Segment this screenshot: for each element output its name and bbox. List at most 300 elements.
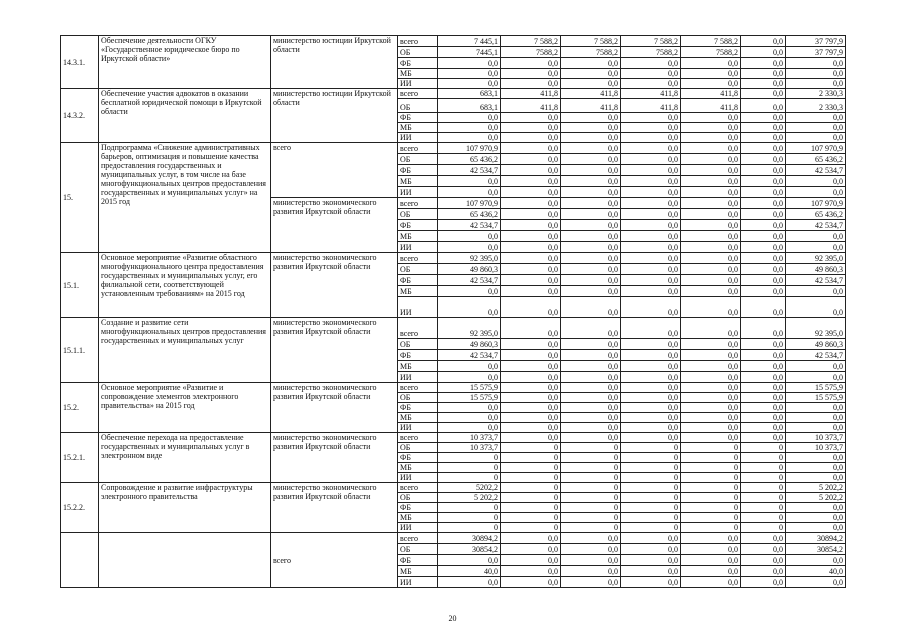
value-cell: 0,0 [621,403,681,413]
value-cell: 0 [501,513,561,523]
value-cell: 0,0 [621,297,681,318]
value-cell: 0,0 [438,423,501,433]
value-cell: 0,0 [786,231,846,242]
value-cell: 0,0 [741,423,786,433]
value-cell: 0,0 [561,544,621,555]
source-label: ОБ [398,264,438,275]
value-cell: 107 970,9 [786,143,846,154]
value-cell: 0,0 [621,413,681,423]
source-label: МБ [398,361,438,372]
source-label: всего [398,89,438,99]
value-cell: 0,0 [741,58,786,69]
row-description: Создание и развитие сети многофункциональных центров предоставления государственных и муниципальных услуг [99,318,271,383]
value-cell: 0 [741,463,786,473]
row-description: Сопровождение и развитие инфраструктуры электронного правительства [99,483,271,533]
source-label: ИИ [398,187,438,198]
value-cell: 0,0 [681,533,741,544]
value-cell: 0,0 [741,533,786,544]
value-cell: 0,0 [438,187,501,198]
page-number: 20 [448,614,457,623]
value-cell: 0,0 [561,165,621,176]
value-cell: 0 [438,513,501,523]
source-label: ИИ [398,423,438,433]
value-cell: 0,0 [786,503,846,513]
value-cell: 0 [681,443,741,453]
value-cell: 0,0 [438,123,501,133]
value-cell: 0,0 [561,403,621,413]
value-cell: 0 [501,473,561,483]
value-cell: 0,0 [438,555,501,566]
value-cell: 7588,2 [561,47,621,58]
value-cell: 49 860,3 [438,339,501,350]
row-description: Обеспечение участия адвокатов в оказании бесплатной юридической помощи в Иркутской области [99,89,271,143]
value-cell: 0,0 [501,58,561,69]
value-cell: 30854,2 [438,544,501,555]
value-cell: 15 575,9 [786,383,846,393]
value-cell: 0 [501,483,561,493]
value-cell: 0,0 [621,187,681,198]
value-cell: 0,0 [741,231,786,242]
value-cell: 0 [621,523,681,533]
value-cell: 0,0 [501,393,561,403]
source-label: ИИ [398,133,438,143]
value-cell: 0,0 [561,123,621,133]
value-cell: 0,0 [438,372,501,383]
value-cell: 0,0 [786,242,846,253]
value-cell: 0,0 [786,187,846,198]
value-cell: 0,0 [786,286,846,297]
value-cell: 0,0 [501,253,561,264]
value-cell: 0,0 [741,187,786,198]
value-cell: 0 [561,463,621,473]
value-cell: 0,0 [681,297,741,318]
value-cell: 0,0 [561,187,621,198]
source-label: ФБ [398,503,438,513]
value-cell: 0 [561,483,621,493]
value-cell: 0,0 [681,264,741,275]
table-row [61,383,846,393]
row-number: 15.1.1. [61,318,99,383]
source-label: ФБ [398,165,438,176]
row-executor: министерство экономического развития Иркутской области [271,383,398,433]
value-cell: 0,0 [501,383,561,393]
value-cell: 0,0 [741,297,786,318]
value-cell: 0,0 [561,413,621,423]
source-label: всего [398,253,438,264]
value-cell: 7445,1 [438,47,501,58]
value-cell: 5 202,2 [438,493,501,503]
value-cell: 0,0 [621,123,681,133]
value-cell: 0 [438,523,501,533]
value-cell: 0,0 [681,69,741,79]
value-cell: 0 [621,443,681,453]
table-row [61,483,846,493]
value-cell: 7588,2 [681,47,741,58]
value-cell: 0 [681,513,741,523]
value-cell: 0,0 [561,361,621,372]
value-cell: 0,0 [681,165,741,176]
value-cell: 0 [501,523,561,533]
value-cell: 411,8 [501,89,561,99]
value-cell: 0,0 [786,423,846,433]
value-cell: 0,0 [621,58,681,69]
value-cell: 0,0 [741,143,786,154]
value-cell: 0,0 [741,69,786,79]
value-cell: 0,0 [561,350,621,361]
value-cell: 0,0 [438,577,501,588]
value-cell: 0,0 [786,123,846,133]
table-row [61,253,846,264]
value-cell: 0,0 [621,198,681,209]
value-cell: 0,0 [561,264,621,275]
value-cell: 0,0 [621,143,681,154]
value-cell: 0,0 [786,555,846,566]
row-number: 15.2.2. [61,483,99,533]
value-cell: 0,0 [501,350,561,361]
value-cell: 0,0 [438,403,501,413]
value-cell: 0,0 [681,231,741,242]
value-cell: 0 [561,493,621,503]
value-cell: 0,0 [741,286,786,297]
value-cell: 0,0 [741,350,786,361]
value-cell: 0,0 [561,154,621,165]
value-cell: 0,0 [621,231,681,242]
value-cell: 0,0 [741,176,786,187]
value-cell: 42 534,7 [786,275,846,286]
value-cell: 0 [741,503,786,513]
value-cell: 42 534,7 [438,350,501,361]
value-cell: 0,0 [621,176,681,187]
value-cell: 0,0 [681,242,741,253]
value-cell: 0 [501,443,561,453]
value-cell: 0,0 [438,242,501,253]
value-cell: 0,0 [621,242,681,253]
value-cell: 0 [741,443,786,453]
value-cell: 0 [741,453,786,463]
source-label: ОБ [398,99,438,113]
source-label: всего [398,36,438,47]
value-cell: 0,0 [621,69,681,79]
value-cell: 0,0 [681,286,741,297]
value-cell: 0,0 [561,253,621,264]
row-executor: министерство юстиции Иркутской области [271,36,398,89]
value-cell: 0,0 [681,339,741,350]
value-cell: 0,0 [786,113,846,123]
value-cell: 0,0 [741,79,786,89]
source-label: МБ [398,413,438,423]
source-label: МБ [398,176,438,187]
value-cell: 40,0 [438,566,501,577]
value-cell: 0,0 [561,433,621,443]
row-executor: министерство экономического развития Иркутской области [271,483,398,533]
value-cell: 0,0 [786,361,846,372]
value-cell: 0,0 [501,566,561,577]
value-cell: 0,0 [786,176,846,187]
row-number: 15.2. [61,383,99,433]
value-cell: 0,0 [561,533,621,544]
row-number: 15. [61,143,99,253]
value-cell: 0 [561,513,621,523]
value-cell: 0,0 [621,339,681,350]
value-cell: 7 445,1 [438,36,501,47]
value-cell: 0,0 [681,350,741,361]
value-cell: 42 534,7 [438,275,501,286]
value-cell: 0,0 [621,165,681,176]
value-cell: 0,0 [741,99,786,113]
value-cell: 0,0 [786,69,846,79]
value-cell: 0,0 [561,423,621,433]
value-cell: 42 534,7 [786,165,846,176]
value-cell: 0,0 [561,143,621,154]
value-cell: 7 588,2 [681,36,741,47]
value-cell: 0,0 [561,58,621,69]
value-cell: 0,0 [438,58,501,69]
value-cell: 0 [438,463,501,473]
value-cell: 0,0 [501,577,561,588]
row-executor: министерство юстиции Иркутской области [271,89,398,143]
value-cell: 0,0 [786,463,846,473]
value-cell: 0,0 [501,231,561,242]
source-label: МБ [398,463,438,473]
value-cell: 42 534,7 [786,350,846,361]
value-cell: 0,0 [786,513,846,523]
source-label: ФБ [398,220,438,231]
row-description [99,533,271,588]
value-cell: 0,0 [786,413,846,423]
value-cell: 0,0 [501,187,561,198]
value-cell: 0,0 [681,79,741,89]
value-cell: 0,0 [786,523,846,533]
value-cell: 107 970,9 [438,143,501,154]
value-cell: 0,0 [681,383,741,393]
source-label: ОБ [398,544,438,555]
value-cell: 411,8 [681,99,741,113]
value-cell: 0,0 [786,297,846,318]
value-cell: 10 373,7 [786,433,846,443]
value-cell: 0,0 [741,361,786,372]
value-cell: 0,0 [681,413,741,423]
source-label: всего [398,433,438,443]
value-cell: 0 [561,443,621,453]
table-row [61,89,846,99]
value-cell: 0 [741,513,786,523]
value-cell: 0,0 [681,544,741,555]
value-cell: 0,0 [501,209,561,220]
value-cell: 0,0 [621,275,681,286]
value-cell: 0,0 [501,297,561,318]
value-cell: 0,0 [681,577,741,588]
value-cell: 0,0 [741,113,786,123]
value-cell: 0 [438,473,501,483]
value-cell: 0,0 [501,533,561,544]
value-cell: 0,0 [501,372,561,383]
value-cell: 92 395,0 [438,253,501,264]
value-cell: 0,0 [681,393,741,403]
value-cell: 0,0 [741,133,786,143]
row-number: 14.3.2. [61,89,99,143]
value-cell: 0 [501,453,561,463]
value-cell: 0,0 [621,318,681,339]
value-cell: 0,0 [621,566,681,577]
value-cell: 0,0 [621,533,681,544]
value-cell: 0,0 [561,79,621,89]
value-cell: 0,0 [741,89,786,99]
source-label: ОБ [398,209,438,220]
value-cell: 0,0 [741,220,786,231]
value-cell: 0,0 [501,165,561,176]
source-label: ФБ [398,113,438,123]
value-cell: 5202,2 [438,483,501,493]
value-cell: 107 970,9 [786,198,846,209]
value-cell: 0,0 [501,113,561,123]
value-cell: 0,0 [621,154,681,165]
value-cell: 0,0 [741,433,786,443]
source-label: МБ [398,69,438,79]
value-cell: 0,0 [741,36,786,47]
value-cell: 10 373,7 [786,443,846,453]
row-executor: всего [271,143,398,198]
value-cell: 0,0 [681,58,741,69]
source-label: ФБ [398,555,438,566]
table-row [61,433,846,443]
value-cell: 0 [741,483,786,493]
table-row [61,143,846,154]
table-row [61,36,846,47]
value-cell: 0,0 [741,242,786,253]
source-label: всего [398,143,438,154]
value-cell: 0,0 [501,433,561,443]
value-cell: 0,0 [561,297,621,318]
value-cell: 0,0 [741,47,786,58]
table-row [61,318,846,339]
value-cell: 0,0 [681,318,741,339]
value-cell: 0,0 [621,264,681,275]
value-cell: 10 373,7 [438,443,501,453]
value-cell: 7588,2 [501,47,561,58]
value-cell: 0 [501,463,561,473]
value-cell: 0,0 [741,393,786,403]
value-cell: 0,0 [681,275,741,286]
value-cell: 683,1 [438,99,501,113]
value-cell: 0,0 [621,286,681,297]
value-cell: 0,0 [741,339,786,350]
source-label: МБ [398,123,438,133]
value-cell: 92 395,0 [438,318,501,339]
source-label: ИИ [398,372,438,383]
value-cell: 65 436,2 [438,209,501,220]
value-cell: 0,0 [621,423,681,433]
value-cell: 411,8 [621,99,681,113]
value-cell: 37 797,9 [786,47,846,58]
value-cell: 0,0 [681,113,741,123]
value-cell: 92 395,0 [786,318,846,339]
value-cell: 49 860,3 [786,264,846,275]
value-cell: 0,0 [501,361,561,372]
value-cell: 0 [681,463,741,473]
value-cell: 0,0 [681,555,741,566]
value-cell: 0 [741,523,786,533]
value-cell: 0 [621,453,681,463]
value-cell: 0,0 [621,220,681,231]
value-cell: 15 575,9 [438,393,501,403]
value-cell: 0,0 [621,361,681,372]
row-description: Основное мероприятие «Развитие и сопровождение элементов электронного правительства» на 2015 год [99,383,271,433]
source-label: ФБ [398,350,438,361]
source-label: ОБ [398,154,438,165]
value-cell: 0 [681,483,741,493]
value-cell: 0,0 [681,423,741,433]
row-number: 15.2.1. [61,433,99,483]
value-cell: 411,8 [561,99,621,113]
value-cell: 7 588,2 [561,36,621,47]
value-cell: 0,0 [561,318,621,339]
value-cell: 0 [681,493,741,503]
value-cell: 2 330,3 [786,89,846,99]
source-label: МБ [398,566,438,577]
source-label: ОБ [398,47,438,58]
value-cell: 0,0 [741,123,786,133]
value-cell: 0,0 [501,176,561,187]
value-cell: 0,0 [741,264,786,275]
value-cell: 0,0 [621,433,681,443]
value-cell: 30894,2 [438,533,501,544]
value-cell: 0,0 [621,544,681,555]
value-cell: 0 [621,513,681,523]
value-cell: 0,0 [741,198,786,209]
value-cell: 0 [621,503,681,513]
value-cell: 411,8 [681,89,741,99]
value-cell: 2 330,3 [786,99,846,113]
value-cell: 0,0 [741,318,786,339]
value-cell: 0,0 [501,403,561,413]
row-executor: министерство экономического развития Иркутской области [271,253,398,318]
value-cell: 92 395,0 [786,253,846,264]
source-label: ОБ [398,393,438,403]
value-cell: 37 797,9 [786,36,846,47]
value-cell: 0,0 [438,231,501,242]
source-label: ИИ [398,79,438,89]
value-cell: 0,0 [741,544,786,555]
value-cell: 0,0 [741,577,786,588]
table-row [61,533,846,544]
value-cell: 0,0 [438,133,501,143]
value-cell: 15 575,9 [786,393,846,403]
source-label: ОБ [398,493,438,503]
value-cell: 0 [621,473,681,483]
source-label: ФБ [398,453,438,463]
value-cell: 65 436,2 [786,209,846,220]
value-cell: 0 [501,493,561,503]
value-cell: 0,0 [741,383,786,393]
value-cell: 0,0 [741,403,786,413]
value-cell: 0,0 [741,209,786,220]
value-cell: 0,0 [561,242,621,253]
value-cell: 5 202,2 [786,483,846,493]
value-cell: 0,0 [621,113,681,123]
value-cell: 15 575,9 [438,383,501,393]
row-description: Подпрограмма «Снижение административных барьеров, оптимизация и повышение качества предоставления государственных и муниципальных услуг, в том числе на базе многофункциональных центров предоставления государственных и муниципальных услуг» на 2015 год [99,143,271,253]
value-cell: 0,0 [501,154,561,165]
source-label: ИИ [398,577,438,588]
value-cell: 0,0 [438,361,501,372]
row-description: Основное мероприятие «Развитие областного многофункционального центра предоставления государственных и муниципальных услуг, его филиальной сети, соответствующей установленным требованиям» на 2015 год [99,253,271,318]
value-cell: 0,0 [621,133,681,143]
value-cell: 0,0 [438,69,501,79]
value-cell: 0,0 [561,555,621,566]
value-cell: 0 [741,493,786,503]
value-cell: 30854,2 [786,544,846,555]
value-cell: 0,0 [741,275,786,286]
